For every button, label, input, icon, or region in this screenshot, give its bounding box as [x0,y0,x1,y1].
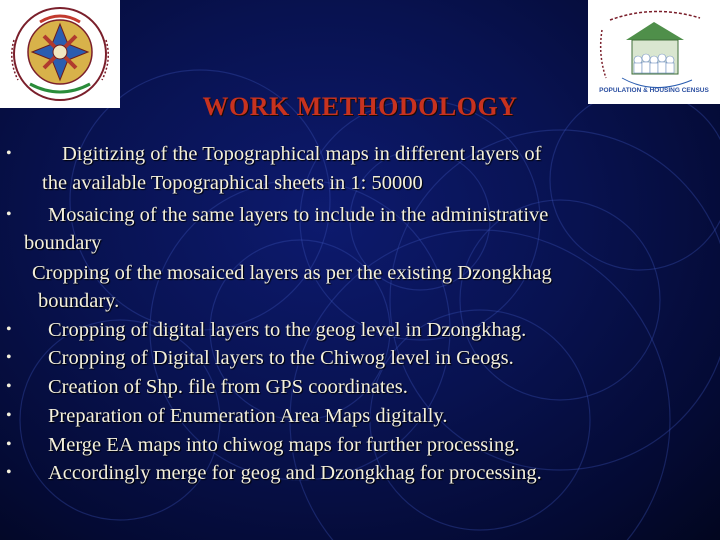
bullet-text: boundary. [38,290,120,312]
census-logo-icon [588,0,720,104]
bullet-marker: • [6,464,12,481]
bullet-marker: • [6,436,12,453]
bullet-text: Cropping of Digital layers to the Chiwog level in Geogs. [48,347,514,369]
bullet-marker: • [6,349,12,366]
bullet-marker: • [6,321,12,338]
bullet-text: Cropping of digital layers to the geog level in Dzongkhag. [48,319,527,341]
bullet-text: Cropping of the mosaiced layers as per the existing Dzongkhag [32,262,552,284]
royal-emblem-logo [0,0,120,108]
census-logo [588,0,720,104]
bullet-marker: • [6,145,12,162]
bullet-text: Creation of Shp. file from GPS coordinates. [48,376,408,398]
bullet-text: the available Topographical sheets in 1: 50000 [42,172,423,194]
bullet-text: Accordingly merge for geog and Dzongkhag for processing. [48,462,542,484]
bullet-text: Mosaicing of the same layers to include in the administrative [48,204,549,226]
bullet-marker: • [6,407,12,424]
bullet-text: boundary [24,232,102,254]
census-logo-text: POPULATION & HOUSING CENSUS [599,87,709,94]
bullet-text: Preparation of Enumeration Area Maps digitally. [48,405,448,427]
bullet-marker: • [6,378,12,395]
royal-emblem-icon [0,0,120,108]
slide-title: WORK METHODOLOGY [202,92,518,121]
bullet-text: Merge EA maps into chiwog maps for further processing. [48,434,520,456]
bullet-marker: • [6,206,12,223]
bullet-text: Digitizing of the Topographical maps in different layers of [62,143,542,165]
